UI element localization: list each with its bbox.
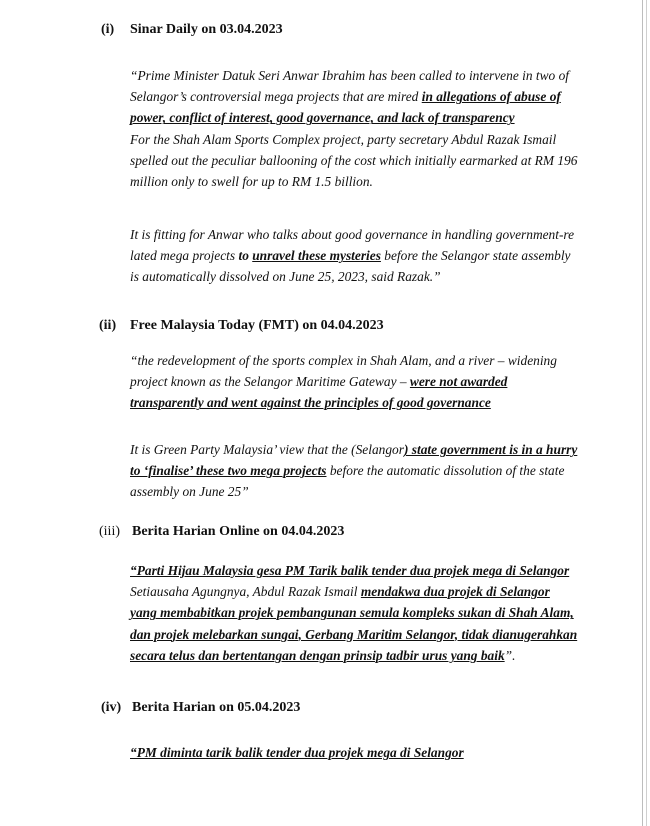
section-number: (iii) xyxy=(99,524,120,539)
quote-fmt-2 xyxy=(130,439,578,503)
text-run: It is Green Party Malaysia’ view that the (Selangor xyxy=(130,442,404,457)
emphasis-line: dan projek melebarkan sungai, Gerbang Maritim Selangor, tidak dianugerahkan xyxy=(130,626,578,642)
text-line xyxy=(130,245,570,266)
text-line: “the redevelopment of the sports complex in Shah Alam, and a river – widening xyxy=(130,353,557,368)
section-number: (i) xyxy=(101,22,115,37)
text-line xyxy=(130,371,570,392)
quote-sinar-daily-2 xyxy=(130,224,575,288)
text-run: Selangor’s controversial mega projects that are mired xyxy=(130,89,422,105)
emphasis-run: in allegations of abuse of xyxy=(421,89,561,105)
emphasis-run: ) state government is in a hurry xyxy=(403,442,578,457)
text-line xyxy=(130,460,570,481)
emphasis-line: transparently and went against the principles of good governance xyxy=(130,395,491,411)
section-title: Sinar Daily on 03.04.2023 xyxy=(130,22,283,37)
quote-berita-harian xyxy=(130,742,570,763)
text-line xyxy=(130,645,570,666)
text-run: lated mega projects xyxy=(130,248,239,264)
section-title: Free Malaysia Today (FMT) on 04.04.2023 xyxy=(130,318,384,333)
emphasis-line: power, conflict of interest, good governance, and lack of transparency xyxy=(130,110,515,126)
page-edge-line xyxy=(642,0,643,826)
quote-berita-harian-online xyxy=(130,560,578,666)
emphasis-run: unravel these mysteries xyxy=(252,248,381,264)
emphasis-line: “PM diminta tarik balik tender dua projek mega di Selangor xyxy=(130,745,464,760)
text-line: million only to swell for up to RM 1.5 billion. xyxy=(130,174,373,190)
emphasis-run: secara telus dan bertentangan dengan prinsip tadbir urus yang baik xyxy=(130,647,505,663)
emphasis-run: mendakwa dua projek di Selangor xyxy=(360,584,550,600)
section-number: (ii) xyxy=(99,318,117,333)
quote-fmt-1 xyxy=(130,350,570,414)
section-title: Berita Harian on 05.04.2023 xyxy=(132,700,301,715)
text-run: Setiausaha Agungnya, Abdul Razak Ismail xyxy=(130,584,361,600)
emphasis-line: “Parti Hijau Malaysia gesa PM Tarik balik tender dua projek mega di Selangor xyxy=(130,563,570,578)
text-run: project known as the Selangor Maritime Gateway – xyxy=(130,374,410,390)
section-number: (iv) xyxy=(101,700,122,715)
emphasis-run: to xyxy=(238,248,253,264)
emphasis-run: to ‘finalise’ these two mega projects xyxy=(130,463,327,479)
page-edge-line xyxy=(646,0,647,826)
text-line: For the Shah Alam Sports Complex project, party secretary Abdul Razak Ismail xyxy=(130,131,557,147)
quote-sinar-daily-1 xyxy=(130,65,578,192)
text-run: ”. xyxy=(504,647,516,663)
section-title: Berita Harian Online on 04.04.2023 xyxy=(132,524,345,539)
text-line: spelled out the peculiar ballooning of the cost which initially earmarked at RM 196 xyxy=(130,152,578,168)
emphasis-line: yang membabitkan projek pembangunan semula kompleks sukan di Shah Alam, xyxy=(130,605,574,621)
text-run: before the Selangor state assembly xyxy=(380,248,571,264)
text-line: assembly on June 25” xyxy=(130,484,249,500)
text-line xyxy=(130,581,570,602)
text-run: before the automatic dissolution of the state xyxy=(326,463,565,479)
text-line: It is fitting for Anwar who talks about good governance in handling government-re xyxy=(130,227,575,242)
text-line: is automatically dissolved on June 25, 2023, said Razak.” xyxy=(130,269,441,285)
emphasis-run: were not awarded xyxy=(409,374,508,390)
text-line xyxy=(130,86,570,107)
text-line xyxy=(130,439,578,460)
text-line: “Prime Minister Datuk Seri Anwar Ibrahim has been called to intervene in two of xyxy=(130,68,569,83)
